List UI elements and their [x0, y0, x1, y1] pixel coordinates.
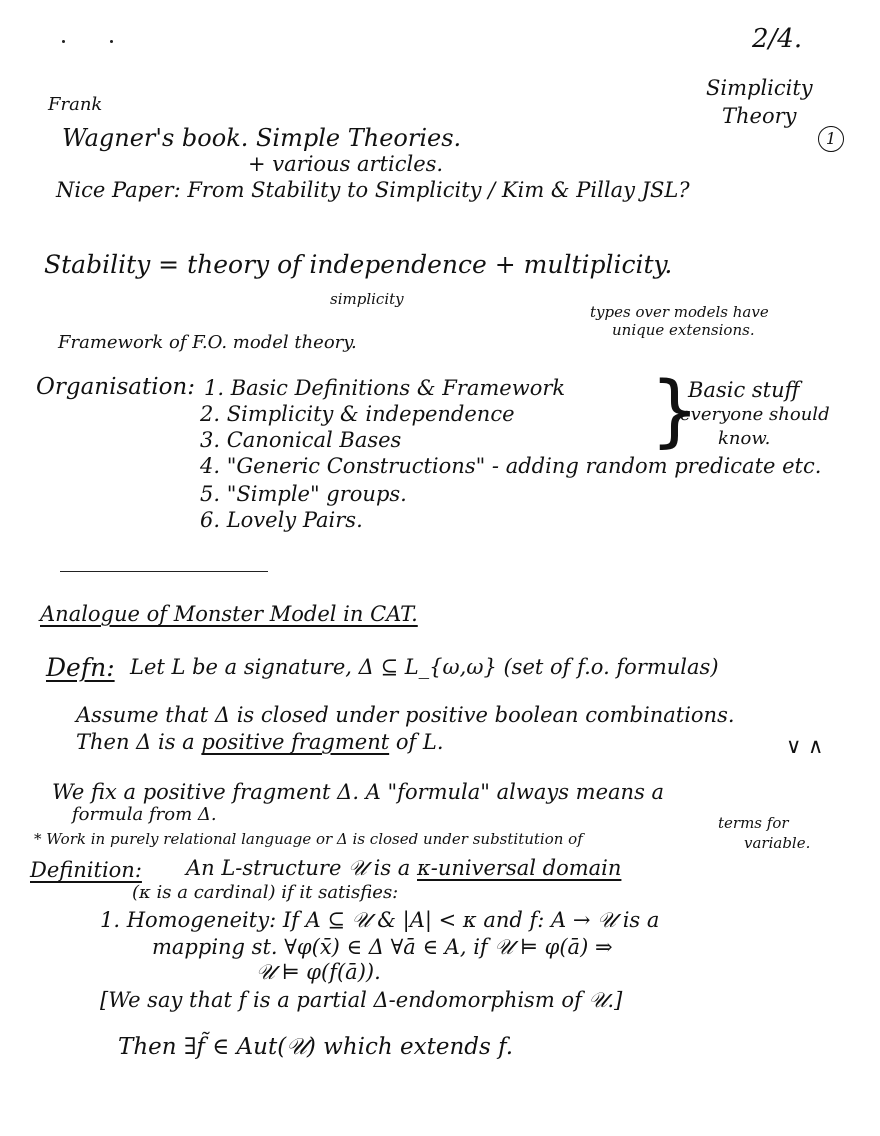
fix-text-2: formula from Δ. [72, 804, 217, 825]
simplicity-note: simplicity [330, 290, 404, 308]
definition-text-2: (κ is a cardinal) if it satisfies: [132, 882, 399, 903]
then-text [76, 732, 444, 753]
framework-text: Framework of F.O. model theory. [58, 332, 357, 353]
assume-text: Assume that Δ is closed under positive boolean combinations. [76, 703, 735, 727]
positive-fragment-term: positive fragment [201, 730, 390, 754]
organisation-item: 3. Canonical Bases [200, 428, 402, 452]
homogeneity-1: 1. Homogeneity: If A ⊆ 𝒰 & |A| < κ and f: A → 𝒰 is a [100, 908, 660, 932]
organisation-label: Organisation: [36, 374, 195, 400]
date: 2/4. [752, 24, 803, 54]
organisation-note: everyone should [680, 404, 830, 425]
organisation-item: 5. "Simple" groups. [200, 482, 407, 506]
book-reference: Wagner's book. Simple Theories. [62, 124, 462, 152]
organisation-note: Basic stuff [688, 378, 800, 402]
stray-mark [62, 40, 65, 43]
fix-text-1: We fix a positive fragment Δ. A "formula" always means a [52, 780, 665, 804]
multiplicity-note-1: types over models have [590, 303, 769, 321]
divider [60, 571, 268, 572]
homogeneity-3: 𝒰 ⊨ φ(f(ā)). [256, 960, 381, 984]
defn-text: Let L be a signature, Δ ⊆ L_{ω,ω} (set of f.o. formulas) [130, 655, 719, 679]
topic-line-2: Theory [722, 104, 797, 128]
terms-note-2: variable. [744, 834, 811, 852]
stability-equation: Stability = theory of independence + multiplicity. [44, 250, 673, 279]
definition-label: Definition: [30, 858, 142, 882]
defn-label: Defn: [46, 653, 115, 682]
organisation-item: 1. Basic Definitions & Framework [204, 376, 566, 400]
brace-mark: } [650, 366, 700, 456]
organisation-item: 2. Simplicity & independence [200, 402, 515, 426]
connectives: ∨ ∧ [786, 734, 824, 758]
organisation-item: 6. Lovely Pairs. [200, 508, 363, 532]
author: Frank [48, 94, 103, 115]
topic-line-1: Simplicity [706, 76, 813, 100]
remark: [We say that f is a partial Δ-endomorphism of 𝒰.] [100, 988, 623, 1012]
paper-reference: Nice Paper: From Stability to Simplicity / Kim & Pillay JSL? [56, 178, 690, 202]
homogeneity-2: mapping st. ∀φ(x̄) ∈ Δ ∀ā ∈ A, if 𝒰 ⊨ φ(ā) ⇒ [152, 935, 613, 959]
multiplicity-note-2: unique extensions. [612, 321, 755, 339]
terms-note-1: terms for [718, 814, 789, 832]
definition-text [186, 858, 621, 879]
section-heading: Analogue of Monster Model in CAT. [40, 602, 418, 626]
page-number: 1 [818, 126, 844, 152]
organisation-note: know. [718, 428, 771, 449]
star-note: * Work in purely relational language or Δ is closed under substitution of [34, 830, 583, 848]
then-post: of L. [389, 730, 444, 754]
articles-reference: + various articles. [248, 152, 444, 176]
organisation-item: 4. "Generic Constructions" - adding random predicate etc. [200, 454, 822, 478]
then-pre: Then Δ is a [76, 730, 202, 754]
universal-domain-term: κ-universal domain [417, 856, 622, 880]
conclusion: Then ∃f̃ ∈ Aut(𝒰) which extends f. [118, 1034, 514, 1060]
definition-pre: An L-structure 𝒰 is a [186, 856, 417, 880]
stray-mark [110, 40, 113, 43]
